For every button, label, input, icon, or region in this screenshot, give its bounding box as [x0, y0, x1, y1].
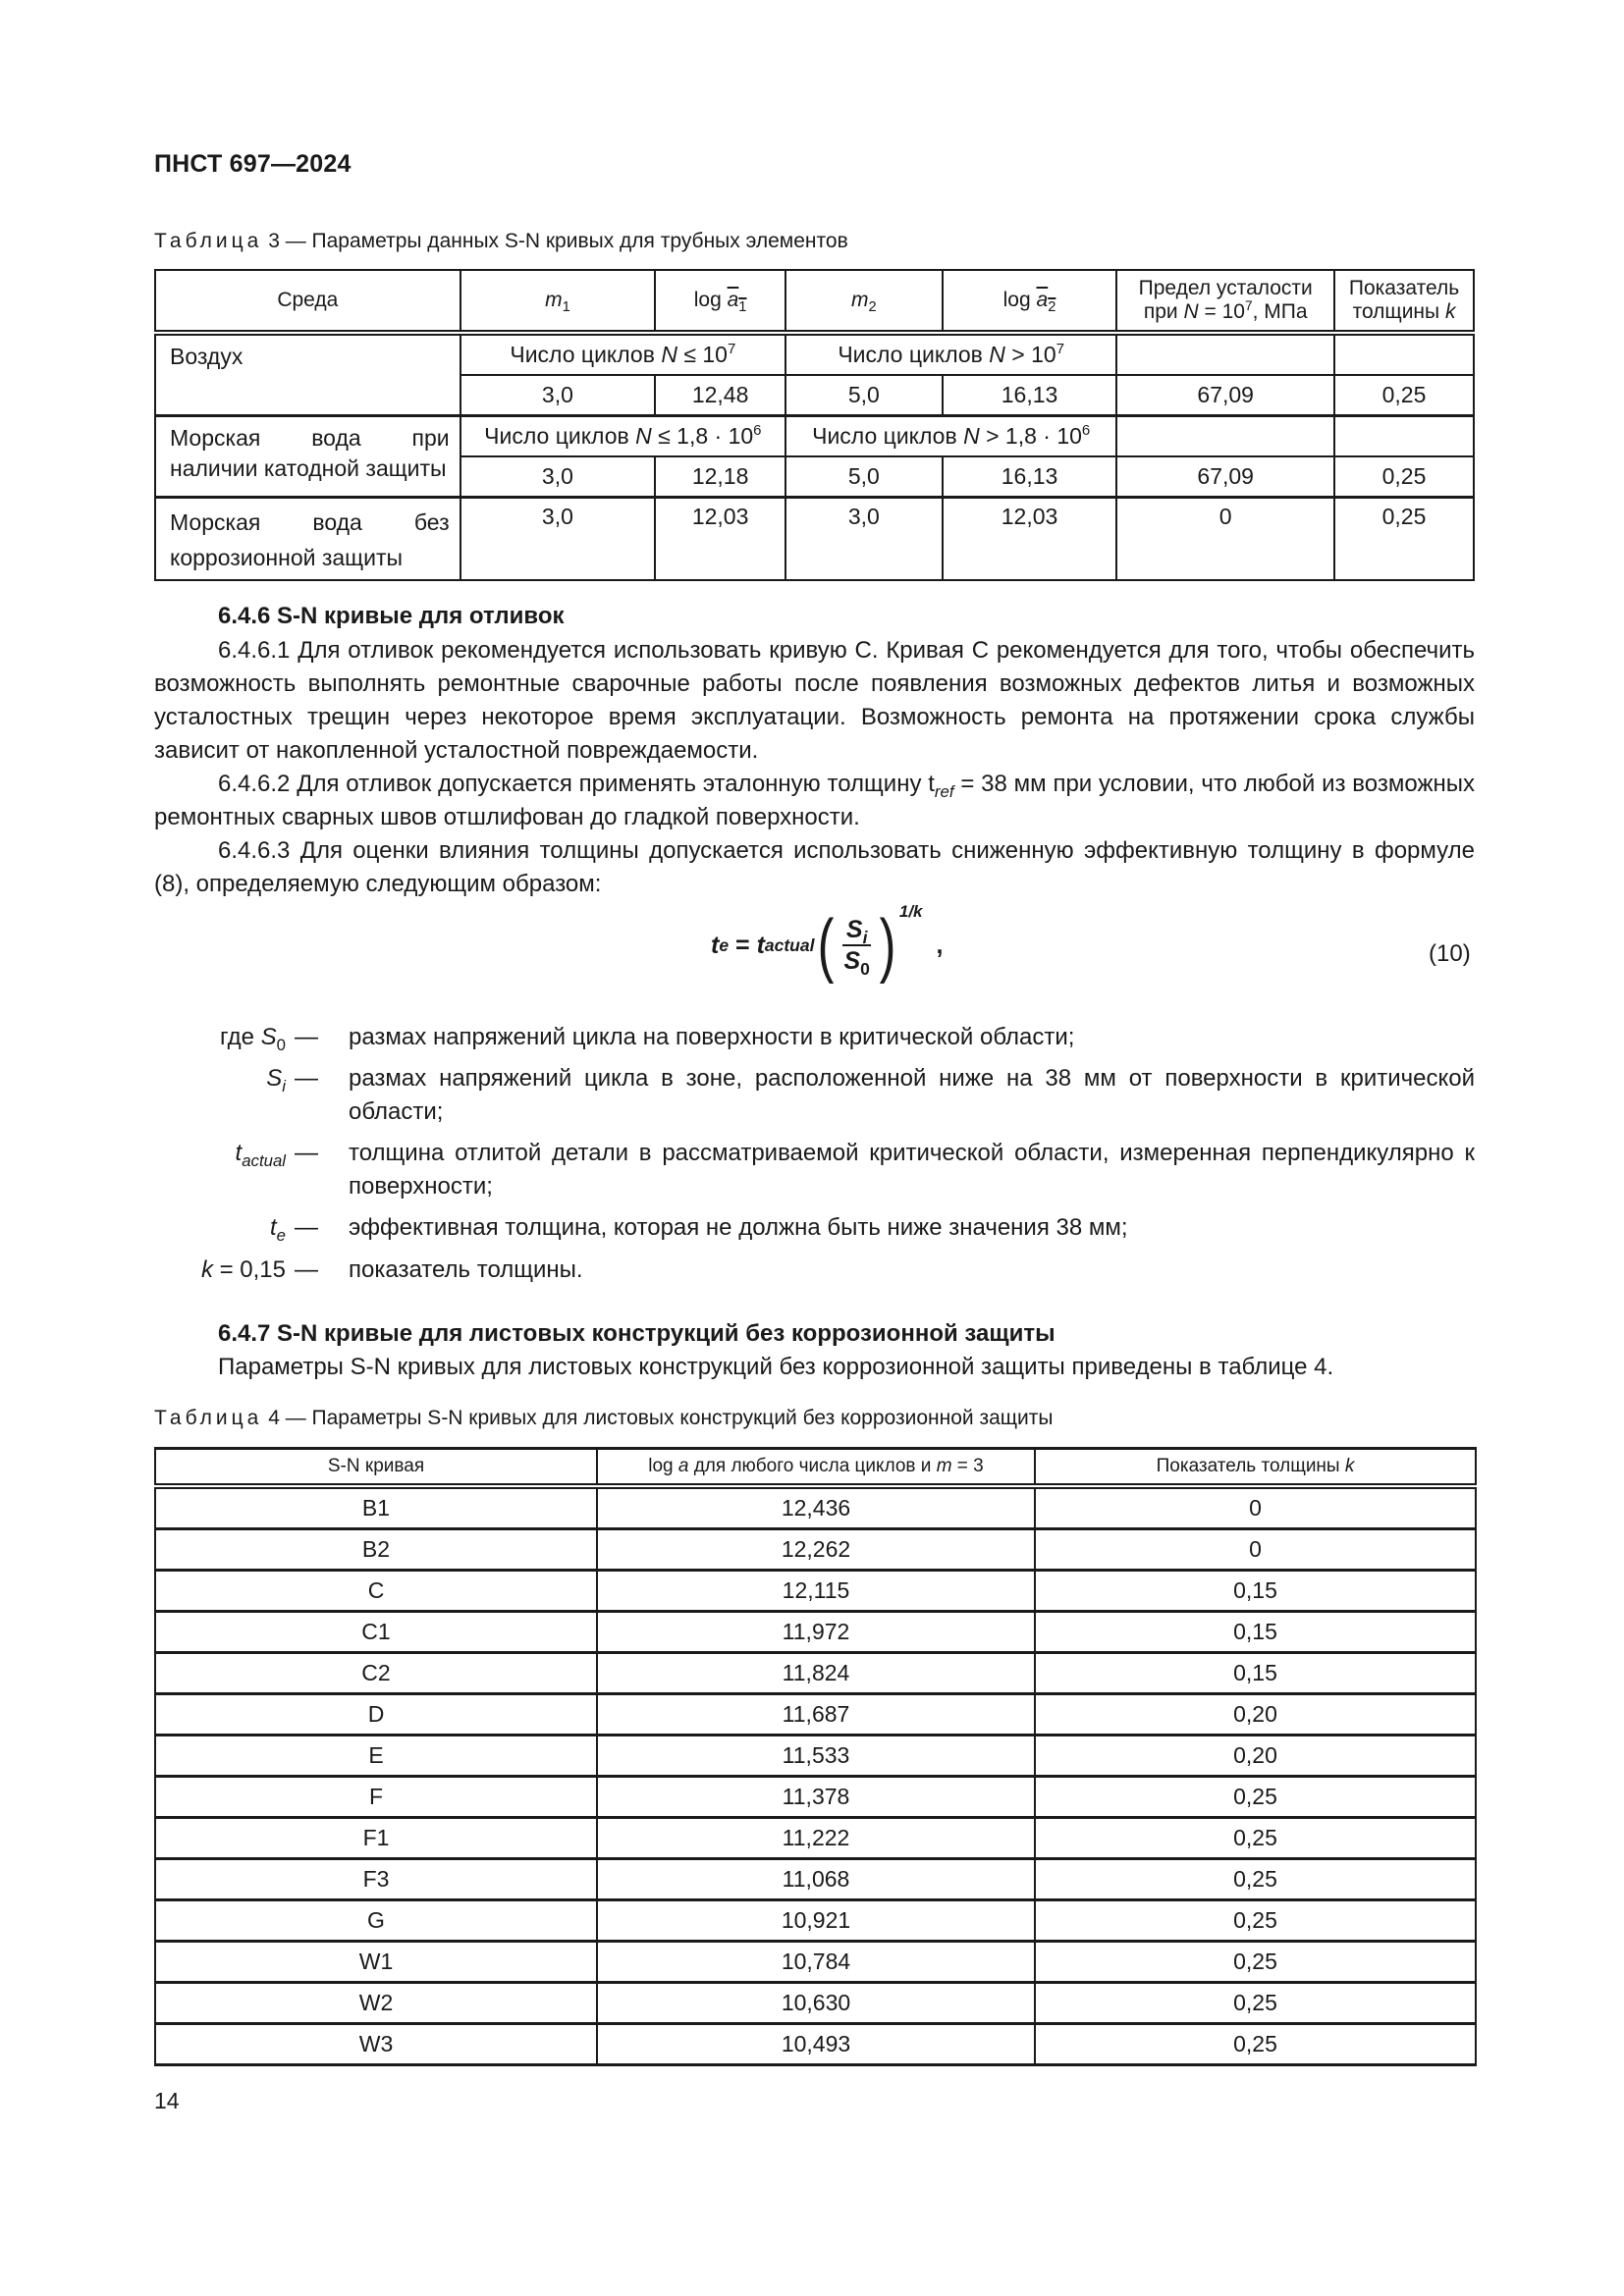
table4-cell-log-a: 11,068 — [597, 1859, 1035, 1900]
table3-cell-k: 0,25 — [1334, 456, 1474, 498]
symbol: S — [266, 1065, 283, 1092]
table4-cell-k: 0 — [1035, 1486, 1476, 1529]
definition-k — [0, 1254, 1624, 1287]
table4-header-log-a — [597, 1449, 1035, 1487]
table4-caption-text: 4 — Параметры S-N кривых для листовых конструкций без коррозионной защиты — [268, 1407, 1054, 1429]
table4-cell-log-a: 10,630 — [597, 1983, 1035, 2024]
table4-cell-k: 0,25 — [1035, 2024, 1476, 2065]
table4-row — [155, 2024, 1476, 2065]
table4-cell-curve: C — [155, 1571, 597, 1612]
table3-cond1 — [460, 333, 785, 375]
formula-numerator — [842, 915, 872, 946]
a1-symbol: a — [727, 289, 739, 311]
table4-row — [155, 1571, 1476, 1612]
exponent: 7 — [1244, 297, 1253, 313]
cond-text: ≤ 10 — [677, 342, 728, 367]
table4-cell-log-a: 11,533 — [597, 1735, 1035, 1777]
table4-cell-curve: W1 — [155, 1942, 597, 1983]
table4-header-thickness-exponent — [1035, 1449, 1476, 1487]
formula-tactual: t — [756, 931, 765, 959]
definition-s0 — [0, 1021, 1624, 1054]
n-symbol: N — [1183, 300, 1199, 323]
table4-cell-log-a: 12,262 — [597, 1529, 1035, 1571]
right-paren-icon: ) — [879, 906, 896, 985]
formula-comma: , — [936, 931, 944, 959]
table4-row — [155, 1818, 1476, 1859]
formula-exponent: 1/k — [898, 902, 923, 921]
header-text: = 3 — [951, 1456, 984, 1476]
table4-cell-k: 0,20 — [1035, 1735, 1476, 1777]
table3-cond1 — [460, 416, 785, 457]
cond-text: > 1,8 · 10 — [979, 423, 1082, 449]
symbol-subscript: actual — [242, 1150, 286, 1170]
table4-row — [155, 1612, 1476, 1653]
left-paren-icon: ( — [818, 906, 835, 985]
section-647-heading: 6.4.7 S-N кривые для листовых конструкций без коррозионной защиты — [218, 1320, 1056, 1347]
table3-header-fatigue-limit — [1116, 270, 1334, 333]
exponent: 7 — [1056, 341, 1065, 358]
header-text: для любого числа циклов и — [688, 1456, 937, 1476]
definition-symbol — [270, 1211, 286, 1245]
table4-row — [155, 1486, 1476, 1529]
table4-cell-curve: F3 — [155, 1859, 597, 1900]
exponent: 7 — [727, 341, 736, 358]
table4-cell-log-a: 11,378 — [597, 1777, 1035, 1818]
cond-text: Число циклов — [838, 342, 990, 367]
definition-te — [0, 1211, 1624, 1245]
table4-caption-prefix: Таблица — [154, 1407, 263, 1429]
table4-cell-log-a: 11,687 — [597, 1694, 1035, 1735]
symbol: S — [260, 1024, 277, 1050]
log-label: log — [648, 1456, 678, 1476]
table4-cell-curve: W2 — [155, 1983, 597, 2024]
definition-text: эффективная толщина, которая не должна быть ниже значения 38 мм; — [349, 1214, 1128, 1241]
table4-cell-curve: E — [155, 1735, 597, 1777]
table4-cell-k: 0,15 — [1035, 1653, 1476, 1694]
table3-caption-text: 3 — Параметры данных S-N кривых для трубных элементов — [268, 230, 848, 252]
table4-cell-k: 0,20 — [1035, 1694, 1476, 1735]
table3-cond2 — [785, 333, 1116, 375]
table3-cell-fatigue-limit: 0 — [1116, 498, 1334, 581]
table3-cell-log-a2: 16,13 — [943, 456, 1117, 498]
table4-cell-k: 0,25 — [1035, 1983, 1476, 2024]
table4-cell-log-a: 10,493 — [597, 2024, 1035, 2065]
table4-cell-k: 0,25 — [1035, 1900, 1476, 1942]
table4-cell-curve: G — [155, 1900, 597, 1942]
paragraph-text: = 38 мм при условии, что любой из возможных ремонтных сварных швов отшлифован до гладкой поверхности. — [154, 771, 1475, 830]
table3-cond2 — [785, 416, 1116, 457]
formula-te: t — [711, 931, 720, 959]
exponent: 6 — [1081, 422, 1091, 440]
table3-cell-m1: 3,0 — [460, 375, 656, 416]
table4-body — [155, 1486, 1476, 2065]
definition-dash: — — [295, 1256, 318, 1283]
table3-header-log-a1 — [655, 270, 785, 333]
table3-cell-k: 0,25 — [1334, 498, 1474, 581]
table4-cell-k: 0 — [1035, 1529, 1476, 1571]
definition-dash: — — [295, 1024, 318, 1050]
table3 — [154, 269, 1475, 581]
table3-row-air-conditions — [155, 333, 1474, 375]
table4-cell-log-a: 11,972 — [597, 1612, 1035, 1653]
k-line2: толщины — [1352, 300, 1445, 323]
n-symbol: N — [635, 423, 652, 449]
table4-row — [155, 1735, 1476, 1777]
log-label: log — [1002, 289, 1031, 311]
formula-denominator — [839, 946, 873, 980]
cond-text: Число циклов — [510, 342, 662, 367]
table4-cell-k: 0,15 — [1035, 1571, 1476, 1612]
table4-row — [155, 1859, 1476, 1900]
table4-row — [155, 1529, 1476, 1571]
m1-subscript: 1 — [562, 299, 570, 316]
fatigue-line2-mid: = 10 — [1198, 300, 1245, 323]
table4-cell-log-a: 10,921 — [597, 1900, 1035, 1942]
si-symbol: S — [845, 916, 863, 943]
table4-cell-log-a: 12,436 — [597, 1486, 1035, 1529]
s0-subscript: 0 — [860, 959, 870, 980]
table4-row — [155, 1942, 1476, 1983]
table4-cell-curve: F1 — [155, 1818, 597, 1859]
symbol-subscript: e — [276, 1225, 286, 1245]
table3-cell-log-a1: 12,03 — [655, 498, 785, 581]
table4-cell-curve: W3 — [155, 2024, 597, 2065]
k-line1: Показатель — [1348, 277, 1460, 299]
cond-text: ≤ 1,8 · 10 — [651, 423, 754, 449]
table3-cell-m1: 3,0 — [460, 456, 656, 498]
paragraph-text: 6.4.6.2 Для отливок допускается применять эталонную толщину t — [218, 771, 935, 797]
table4-header-curve: S-N кривая — [155, 1449, 597, 1487]
a2-subscript: 2 — [1048, 299, 1056, 316]
table4-cell-log-a: 11,222 — [597, 1818, 1035, 1859]
definition-text: размах напряжений цикла в зоне, расположенной ниже на 38 мм от поверхности в критической области; — [349, 1065, 1475, 1125]
s0-symbol: S — [843, 947, 861, 975]
where-label: где — [219, 1024, 261, 1050]
section-646-heading: 6.4.6 S-N кривые для отливок — [218, 603, 565, 629]
symbol-subscript: 0 — [276, 1035, 286, 1054]
table3-row-seawater-cp-conditions — [155, 416, 1474, 457]
table3-cell-log-a1: 12,18 — [655, 456, 785, 498]
table4-cell-curve: C2 — [155, 1653, 597, 1694]
table4 — [154, 1447, 1477, 2066]
table4-cell-curve: C1 — [155, 1612, 597, 1653]
paragraph-6463: 6.4.6.3 Для оценки влияния толщины допускается использовать сниженную эффективную толщину в формуле (8), определяемую следующим образом: — [154, 837, 1475, 897]
table3-cell-k: 0,25 — [1334, 375, 1474, 416]
header-text: Показатель толщины — [1156, 1456, 1345, 1476]
definition-dash: — — [295, 1214, 318, 1241]
table4-cell-curve: D — [155, 1694, 597, 1735]
table4-cell-k: 0,15 — [1035, 1612, 1476, 1653]
table3-cell-m2: 5,0 — [785, 456, 943, 498]
formula-equals: = — [729, 931, 757, 959]
table3-caption — [154, 230, 848, 253]
table4-row — [155, 1900, 1476, 1942]
table3-header-thickness-exponent — [1334, 270, 1474, 333]
definition-symbol — [236, 1137, 286, 1170]
a-symbol: a — [677, 1456, 689, 1476]
cond-text: > 10 — [1004, 342, 1056, 367]
table3-cell-empty — [1334, 333, 1474, 375]
table3-header-m2 — [785, 270, 943, 333]
symbol: t — [269, 1214, 277, 1241]
table3-cell-m1: 3,0 — [460, 498, 656, 581]
cond-text: Число циклов — [484, 423, 636, 449]
table3-cell-log-a1: 12,48 — [655, 375, 785, 416]
table3-cell-log-a2: 12,03 — [943, 498, 1117, 581]
symbol: t — [235, 1140, 243, 1166]
fatigue-line2-post: , МПа — [1252, 300, 1308, 323]
definition-si — [0, 1062, 1624, 1129]
symbol: k — [200, 1256, 213, 1283]
symbol-value: = 0,15 — [212, 1256, 286, 1283]
ref-subscript: ref — [934, 781, 954, 801]
table3-cell-log-a2: 16,13 — [943, 375, 1117, 416]
equation-number: (10) — [1429, 940, 1471, 967]
definition-text: толщина отлитой детали в рассматриваемой критической области, измеренная перпендикулярно к поверхности; — [349, 1140, 1475, 1200]
table3-env-air: Воздух — [155, 333, 460, 416]
table4-cell-k: 0,25 — [1035, 1859, 1476, 1900]
table3-row-seawater-free — [155, 498, 1474, 581]
table4-cell-curve: F — [155, 1777, 597, 1818]
definition-symbol — [266, 1062, 286, 1095]
table4-row — [155, 1694, 1476, 1735]
formula-fraction — [839, 915, 873, 980]
table4-row — [155, 1983, 1476, 2024]
table3-env-seawater-cp: Морская вода при наличии катодной защиты — [155, 416, 460, 498]
table4-cell-curve: B2 — [155, 1529, 597, 1571]
table3-caption-prefix: Таблица — [154, 230, 263, 252]
table4-cell-curve: B1 — [155, 1486, 597, 1529]
n-symbol: N — [661, 342, 677, 367]
table3-header-m1 — [460, 270, 656, 333]
definition-text: размах напряжений цикла на поверхности в критической области; — [349, 1024, 1075, 1050]
table4-cell-k: 0,25 — [1035, 1942, 1476, 1983]
n-symbol: N — [989, 342, 1005, 367]
definition-dash: — — [295, 1140, 318, 1166]
definition-dash: — — [295, 1065, 318, 1092]
symbol-subscript: i — [282, 1076, 286, 1095]
formula-10: t e = t actual ( $\frac{S_i}{S_0}$ ) 1/k , — [711, 902, 944, 985]
a1-subscript: 1 — [738, 299, 747, 316]
k-symbol: k — [1344, 1456, 1355, 1476]
definition-symbol — [220, 1021, 286, 1054]
si-subscript: i — [862, 928, 868, 948]
cond-text: Число циклов — [812, 423, 964, 449]
paragraph-6461: 6.4.6.1 Для отливок рекомендуется использовать кривую С. Кривая С рекомендуется для того, чтобы обеспечить возможность выполнять ремонтные сварочные работы после появления возможных дефектов литья и возможных усталостных трещин через некоторое время эксплуатации. Возможность ремонта на протяжении срока службы зависит от накопленной усталостной повреждаемости. — [154, 637, 1475, 764]
fatigue-line2-pre: при — [1143, 300, 1184, 323]
log-label: log — [693, 289, 722, 311]
table3-cell-empty — [1116, 333, 1334, 375]
m2-symbol: m — [851, 289, 869, 311]
table4-cell-k: 0,25 — [1035, 1777, 1476, 1818]
table3-cell-m2: 3,0 — [785, 498, 943, 581]
table3-env-seawater-free: Морская вода без коррозионной защиты — [155, 498, 460, 581]
table4-caption — [154, 1407, 1054, 1430]
m1-symbol: m — [545, 289, 563, 311]
table4-cell-log-a: 10,784 — [597, 1942, 1035, 1983]
table4-cell-log-a: 11,824 — [597, 1653, 1035, 1694]
table3-cell-empty — [1116, 416, 1334, 457]
table4-cell-log-a: 12,115 — [597, 1571, 1035, 1612]
table3-cell-empty — [1334, 416, 1474, 457]
table3-cell-m2: 5,0 — [785, 375, 943, 416]
table3-header-row — [155, 270, 1474, 333]
table4-row — [155, 1777, 1476, 1818]
paragraph-647: Параметры S-N кривых для листовых конструкций без коррозионной защиты приведены в таблице 4. — [218, 1354, 1334, 1380]
m-symbol: m — [936, 1456, 952, 1476]
definition-tactual — [0, 1137, 1624, 1203]
fatigue-line1: Предел усталости — [1138, 277, 1313, 299]
m2-subscript: 2 — [868, 299, 877, 316]
exponent: 6 — [753, 422, 762, 440]
n-symbol: N — [963, 423, 980, 449]
table3-cell-fatigue-limit: 67,09 — [1116, 456, 1334, 498]
table4-row — [155, 1653, 1476, 1694]
table4-cell-k: 0,25 — [1035, 1818, 1476, 1859]
table3-cell-fatigue-limit: 67,09 — [1116, 375, 1334, 416]
document-code: ПНСТ 697—2024 — [154, 150, 352, 178]
table3-header-env: Среда — [155, 270, 460, 333]
page-number: 14 — [154, 2088, 180, 2113]
table4-header-row — [155, 1449, 1476, 1487]
definition-symbol — [201, 1254, 286, 1287]
paragraph-6462 — [154, 768, 1475, 834]
a2-symbol: a — [1036, 289, 1049, 311]
k-symbol: k — [1444, 300, 1456, 323]
table3-header-log-a2 — [943, 270, 1117, 333]
definition-text: показатель толщины. — [349, 1256, 583, 1283]
